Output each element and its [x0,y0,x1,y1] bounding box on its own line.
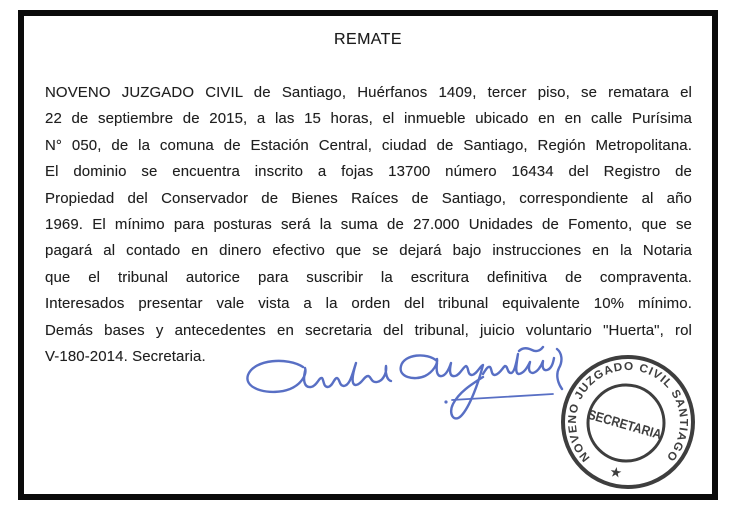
document-line: Propiedad del Conservador de Bienes Raíces de Santiago, correspondiente al año [45,189,692,207]
stamp-secretaria-text: SECRETARIA [586,406,674,446]
document-line: que el tribunal autorice para suscribir la escritura definitiva de compraventa. [45,268,692,286]
document-line: V-180-2014. Secretaria. [45,348,206,366]
page-title: REMATE [334,31,402,48]
document-line: NOVENO JUZGADO CIVIL de Santiago, Huérfanos 1409, tercer piso, se rematara el [45,84,692,101]
document-frame [18,10,718,500]
document-line: Demás bases y antecedentes en secretaria del tribunal, juicio voluntario "Huerta", rol [45,321,692,339]
stamp-star-icon: ★ [608,464,624,482]
document-line: 1969. El mínimo para posturas será la suma de 27.000 Unidades de Fomento, que se [45,216,692,234]
document-line: Interesados presentar vale vista a la orden del tribunal equivalente 10% mínimo. [45,295,692,313]
notice-body [45,80,692,370]
document-line: N° 050, de la comuna de Estación Central, ciudad de Santiago, Región Metropolitana. [45,136,692,154]
document-line: El dominio se encuentra inscrito a fojas 13700 número 16434 del Registro de [45,163,692,181]
document-line: 22 de septiembre de 2015, a las 15 horas, el inmueble ubicado en en calle Purísima [45,110,692,128]
document-line: pagará al contado en dinero efectivo que se dejará bajo instrucciones en la Notaria [45,242,692,260]
stamp-ring-text: NOVENO JUZGADO CIVIL SANTIAGO [566,360,690,464]
